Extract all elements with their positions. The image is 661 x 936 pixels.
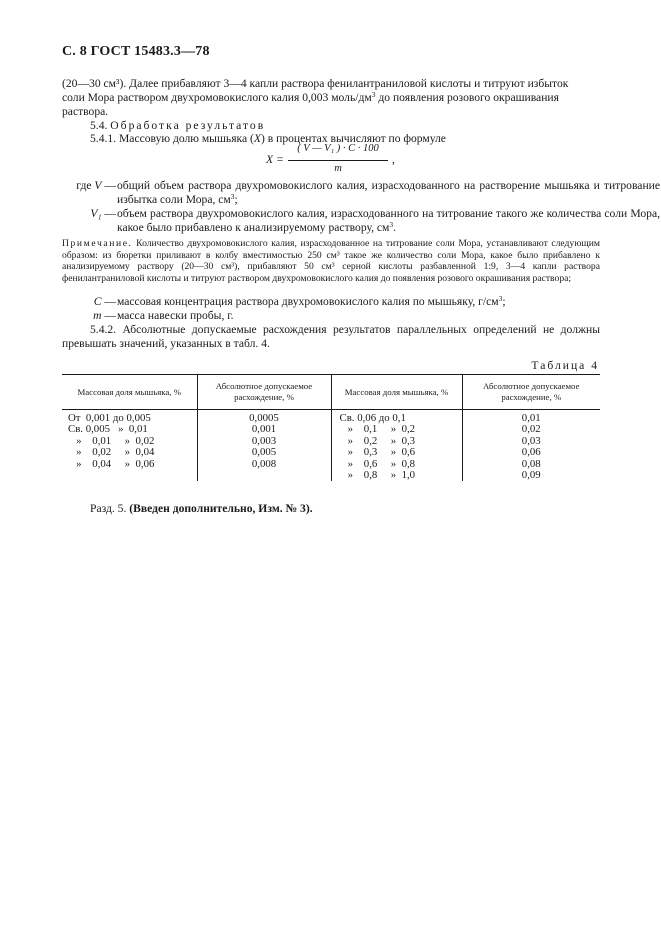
table-cell: » 0,01 » 0,02: [68, 434, 155, 447]
table-header-cell: Абсолютное допускаемое расхождение, %: [462, 375, 600, 410]
definition-c-dash: —: [101, 295, 116, 308]
table-cell: 0,01: [521, 412, 541, 424]
table-col-mass-fraction-2: [331, 410, 462, 482]
table-cell: 0,005: [251, 446, 277, 459]
table-cell: » 0,6 » 0,8: [339, 457, 416, 470]
definition-m-dash: —: [101, 309, 116, 322]
definition-m-term: [62, 309, 116, 323]
footer-note: [90, 502, 313, 515]
intro-sup: 3: [371, 90, 376, 99]
definition-c-sup: 3: [498, 294, 503, 303]
footer-prefix: Разд. 5.: [90, 502, 130, 515]
note-label: Примечание.: [62, 238, 133, 249]
definition-v1-sup: 3: [389, 220, 394, 229]
definition-v1-tail: .: [393, 221, 397, 234]
definition-c-desc: [117, 295, 660, 309]
definition-v-sup: 3: [230, 192, 235, 201]
definition-v-text: общий объем раствора двухромовокислого калия, израсходованного на растворение мышьяка и титрование избытка соли Мора, см: [117, 179, 660, 206]
table-header-cell: Массовая доля мышьяка, %: [331, 375, 462, 410]
table-col-mass-fraction-1: [62, 410, 197, 482]
intro-line-1: (20—30 см³). Далее прибавляют 3—4 капли раствора фенилантраниловой кислоты и титруют избыток: [62, 77, 569, 90]
definition-v1-desc: [117, 207, 660, 235]
formula-numerator: ( V — V₁ ) · C · 100: [297, 143, 379, 154]
p541-var: X: [253, 132, 261, 145]
table-cell: 0,001: [251, 423, 277, 436]
definition-c-text: массовая концентрация раствора двухромовокислого калия по мышьяку, г/см: [117, 295, 499, 308]
table-header-cell: Массовая доля мышьяка, %: [62, 375, 197, 410]
definition-v-desc: [117, 179, 660, 207]
table-cell: 0,08: [521, 457, 541, 470]
page-header: С. 8 ГОСТ 15483.3—78: [62, 44, 210, 59]
definition-v-term: [62, 179, 116, 193]
table-cell: 0,06: [521, 446, 541, 459]
definition-m-symbol: m: [93, 309, 102, 322]
definition-c-tail: ;: [502, 295, 506, 308]
table-cell: » 0,04 » 0,06: [68, 457, 155, 470]
definition-v1-term: [62, 207, 116, 221]
definition-v1: [62, 207, 661, 235]
formula: [266, 143, 426, 179]
table-header-cell: Абсолютное допускаемое расхождение, %: [197, 375, 331, 410]
definition-m: [62, 309, 661, 323]
definition-v-prefix: где: [76, 179, 95, 192]
definition-c-term: [62, 295, 116, 309]
formula-denominator: m: [334, 163, 342, 174]
footer-bold: (Введен дополнительно, Изм. № 3).: [129, 502, 313, 515]
p541-text-b: ) в процентах вычисляют по формуле: [260, 132, 446, 145]
intro-line-2-text: соли Мора раствором двухромовокислого калия 0,003 моль/дм: [62, 91, 372, 104]
table-cell: » 0,3 » 0,6: [339, 446, 416, 459]
definition-m-desc: масса навески пробы, г.: [117, 309, 234, 322]
table-caption: Таблица 4: [531, 359, 599, 372]
table-cell: » 0,1 » 0,2: [339, 423, 416, 436]
definition-c: [62, 295, 661, 309]
table-col-deviation-1: [197, 410, 331, 482]
note: [62, 238, 600, 284]
definition-v1-symbol: V₁: [90, 207, 102, 220]
formula-lhs: X =: [266, 153, 284, 166]
intro-line-3: раствора.: [62, 105, 109, 118]
table-cell: От 0,001 до 0,005: [68, 412, 151, 424]
definition-v-dash: —: [101, 179, 116, 192]
definition-v-symbol: V: [94, 179, 102, 192]
table-cell: 0,02: [521, 423, 541, 436]
table-cell: » 0,8 » 1,0: [339, 468, 416, 481]
definition-v: [62, 179, 661, 207]
definition-v-tail: ;: [234, 193, 238, 206]
table-cell: 0,003: [251, 434, 277, 447]
p541-text-a: 5.4.1. Массовую долю мышьяка (: [90, 132, 254, 145]
table-cell: 0,008: [251, 457, 277, 470]
intro-line-2: [62, 91, 600, 105]
table-cell: » 0,02 » 0,04: [68, 446, 155, 459]
table-cell: » 0,2 » 0,3: [339, 434, 416, 447]
table-cell: Св. 0,06 до 0,1: [339, 412, 406, 424]
table-row: [62, 410, 600, 482]
note-text: Количество двухромовокислого калия, израсходованное на титрование соли Мора, устанавливают следующим образом: из бюретки приливают в колбу вместимостью 250 см³ такое же количество соли Мора, какое было прибавлено к анализируемому раствору (20—30 см³), прибавляют 50 см³ серной кислоты разбавленной 1:9, 3—4 капли раствора фенилантраниловой кислоты и титруют раствором двухромовокислого калия до появления розового окрашивания раствора;: [62, 238, 600, 284]
formula-fraction-bar: [288, 160, 388, 161]
table-header-row: [62, 375, 600, 410]
table-cell: Св. 0,005 » 0,01: [68, 423, 148, 436]
table-cell: 0,09: [521, 468, 541, 481]
section-title: Обработка результатов: [110, 119, 266, 132]
formula-comma: ,: [392, 153, 395, 166]
section-number: 5.4.: [90, 119, 108, 132]
definition-v1-text: объем раствора двухромовокислого калия, израсходованного на титрование такого же количества соли Мора, какое было прибавлено к анализируемому раствору, см: [117, 207, 660, 234]
table-cell-empty: [62, 470, 197, 481]
paragraph-5-4-2: 5.4.2. Абсолютные допускаемые расхождения результатов параллельных определений не должны превышать значений, указанных в табл. 4.: [62, 323, 600, 350]
definition-v1-dash: —: [101, 207, 116, 220]
intro-line-2-tail: до появления розового окрашивания: [375, 91, 559, 104]
table-cell: 0,0005: [249, 412, 279, 424]
table-col-deviation-2: [462, 410, 600, 482]
table-cell: 0,03: [521, 434, 541, 447]
definition-c-symbol: C: [93, 295, 102, 308]
table-4: [62, 374, 600, 481]
section-heading: [90, 119, 265, 133]
